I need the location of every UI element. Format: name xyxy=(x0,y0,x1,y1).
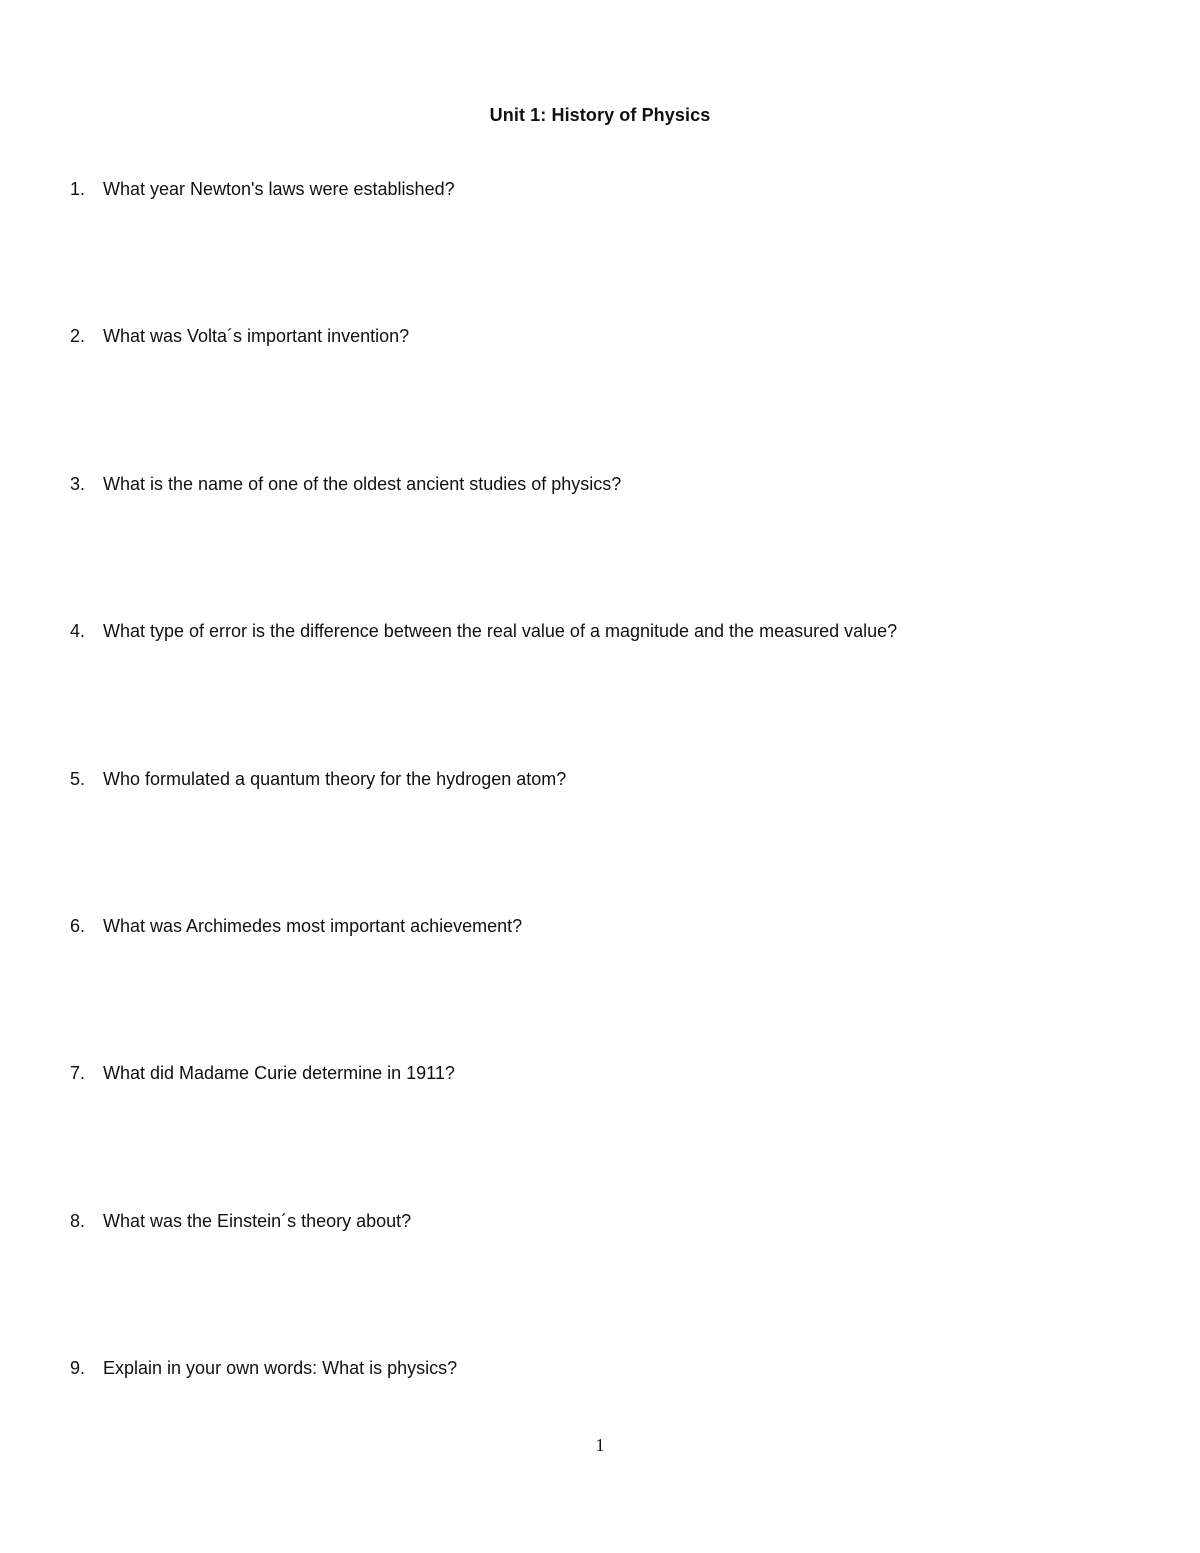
question-text: What is the name of one of the oldest ancient studies of physics? xyxy=(103,474,622,494)
question-number: 4. xyxy=(70,621,86,641)
page-title: Unit 1: History of Physics xyxy=(489,105,711,125)
question-item xyxy=(70,1356,457,1380)
question-number: 5. xyxy=(70,769,86,789)
question-item xyxy=(70,177,455,201)
question-item xyxy=(70,472,621,496)
question-number: 8. xyxy=(70,1211,86,1231)
question-item xyxy=(70,1061,455,1085)
question-number: 3. xyxy=(70,474,86,494)
question-number: 1. xyxy=(70,179,86,199)
question-item xyxy=(70,1209,411,1233)
question-text: What was Archimedes most important achievement? xyxy=(103,916,523,936)
question-item xyxy=(70,619,897,643)
page-number: 1 xyxy=(595,1435,605,1455)
question-text: Explain in your own words: What is physics? xyxy=(103,1358,458,1378)
question-text: What was the Einstein´s theory about? xyxy=(103,1211,412,1231)
question-text: What year Newton's laws were established? xyxy=(103,179,455,199)
question-number: 9. xyxy=(70,1358,86,1378)
question-item xyxy=(70,914,522,938)
question-item xyxy=(70,324,409,348)
question-number: 7. xyxy=(70,1063,86,1083)
question-text: What was Volta´s important invention? xyxy=(103,326,410,346)
question-text: Who formulated a quantum theory for the hydrogen atom? xyxy=(103,769,567,789)
question-number: 2. xyxy=(70,326,86,346)
question-text: What did Madame Curie determine in 1911? xyxy=(103,1063,455,1083)
question-text: What type of error is the difference between the real value of a magnitude and the measured value? xyxy=(103,621,898,641)
question-number: 6. xyxy=(70,916,86,936)
question-item xyxy=(70,767,566,791)
